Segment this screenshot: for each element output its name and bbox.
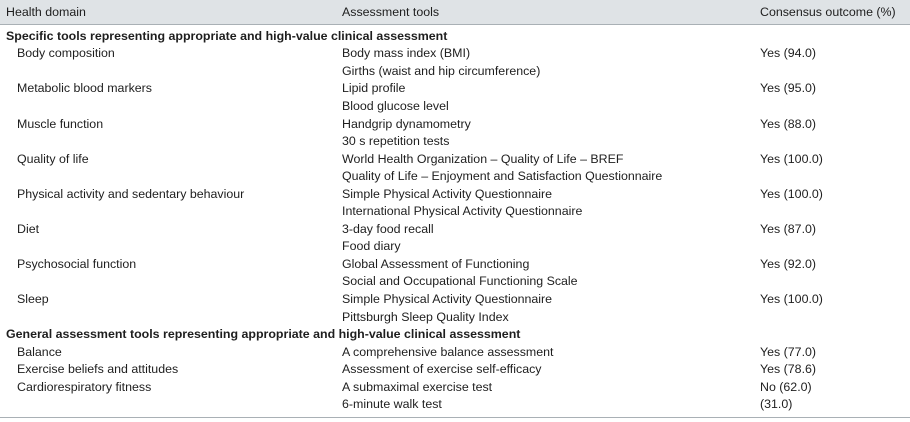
health-domain-cell: Metabolic blood markers <box>17 81 152 96</box>
assessment-tool-cell: Girths (waist and hip circumference) <box>342 63 541 78</box>
table-row <box>0 255 910 273</box>
assessment-tool-cell: World Health Organization – Quality of Life – BREF <box>342 151 624 166</box>
table-row <box>0 45 910 63</box>
consensus-outcome-cell: Yes (88.0) <box>760 116 817 131</box>
assessment-tool-cell: Blood glucose level <box>342 98 449 113</box>
table-row <box>0 185 910 203</box>
header-assessment-tools: Assessment tools <box>342 5 440 19</box>
table-row <box>0 395 910 413</box>
section-heading: Specific tools representing appropriate and high-value clinical assessment <box>6 28 448 43</box>
consensus-outcome-cell: Yes (100.0) <box>760 186 823 201</box>
assessment-tool-cell: International Physical Activity Questionnaire <box>342 204 583 219</box>
consensus-outcome-cell: Yes (78.6) <box>760 362 817 377</box>
table-header <box>0 0 910 25</box>
assessment-tool-cell: Handgrip dynamometry <box>342 116 471 131</box>
consensus-outcome-cell: Yes (100.0) <box>760 291 823 306</box>
section-heading: General assessment tools representing appropriate and high-value clinical assessment <box>6 327 521 342</box>
assessment-tool-cell: Quality of Life – Enjoyment and Satisfaction Questionnaire <box>342 169 663 184</box>
health-domain-cell: Psychosocial function <box>17 256 137 271</box>
table-row <box>0 132 910 150</box>
table-row <box>0 343 910 361</box>
consensus-outcome-cell: No (62.0) <box>760 379 812 394</box>
consensus-outcome-cell: Yes (77.0) <box>760 344 817 359</box>
assessment-tool-cell: Social and Occupational Functioning Scale <box>342 274 578 289</box>
assessment-tool-cell: A submaximal exercise test <box>342 379 493 394</box>
table-row <box>0 62 910 80</box>
assessment-tool-cell: Simple Physical Activity Questionnaire <box>342 291 553 306</box>
table-row <box>0 115 910 133</box>
health-domain-cell: Physical activity and sedentary behaviour <box>17 186 245 201</box>
assessment-tool-cell: Pittsburgh Sleep Quality Index <box>342 309 509 324</box>
header-consensus-outcome: Consensus outcome (%) <box>760 5 896 19</box>
table-row <box>0 150 910 168</box>
consensus-outcome-cell: Yes (94.0) <box>760 46 817 61</box>
assessment-tool-cell: Food diary <box>342 239 401 254</box>
assessment-tool-cell: A comprehensive balance assessment <box>342 344 554 359</box>
consensus-outcome-cell: (31.0) <box>760 397 793 412</box>
health-domain-cell: Balance <box>17 344 62 359</box>
table-row <box>0 97 910 115</box>
table-bottom-rule <box>0 417 910 418</box>
assessment-tool-cell: Lipid profile <box>342 81 406 96</box>
table-row <box>0 202 910 220</box>
health-domain-cell: Body composition <box>17 46 115 61</box>
assessment-tool-cell: Body mass index (BMI) <box>342 46 471 61</box>
consensus-outcome-cell: Yes (87.0) <box>760 221 817 236</box>
assessment-tool-cell: 6-minute walk test <box>342 397 442 412</box>
table-row <box>0 80 910 98</box>
assessment-tool-cell: 30 s repetition tests <box>342 134 450 149</box>
health-domain-cell: Sleep <box>17 291 49 306</box>
table-row <box>0 360 910 378</box>
table-row <box>0 308 910 326</box>
consensus-outcome-cell: Yes (95.0) <box>760 81 817 96</box>
health-domain-cell: Muscle function <box>17 116 104 131</box>
table-body <box>0 25 910 413</box>
assessment-tool-cell: Global Assessment of Functioning <box>342 256 530 271</box>
header-health-domain: Health domain <box>6 5 86 19</box>
table-row <box>0 238 910 256</box>
assessment-tool-cell: Assessment of exercise self-efficacy <box>342 362 542 377</box>
table-row <box>0 273 910 291</box>
table-row <box>0 167 910 185</box>
assessment-tool-cell: Simple Physical Activity Questionnaire <box>342 186 553 201</box>
health-domain-cell: Quality of life <box>17 151 89 166</box>
consensus-outcome-cell: Yes (100.0) <box>760 151 823 166</box>
consensus-outcome-cell: Yes (92.0) <box>760 256 817 271</box>
table-row <box>0 378 910 396</box>
table-row <box>0 290 910 308</box>
table-row <box>0 220 910 238</box>
health-domain-cell: Cardiorespiratory fitness <box>17 379 152 394</box>
health-domain-cell: Exercise beliefs and attitudes <box>17 362 179 377</box>
assessment-tool-cell: 3-day food recall <box>342 221 434 236</box>
health-domain-cell: Diet <box>17 221 40 236</box>
